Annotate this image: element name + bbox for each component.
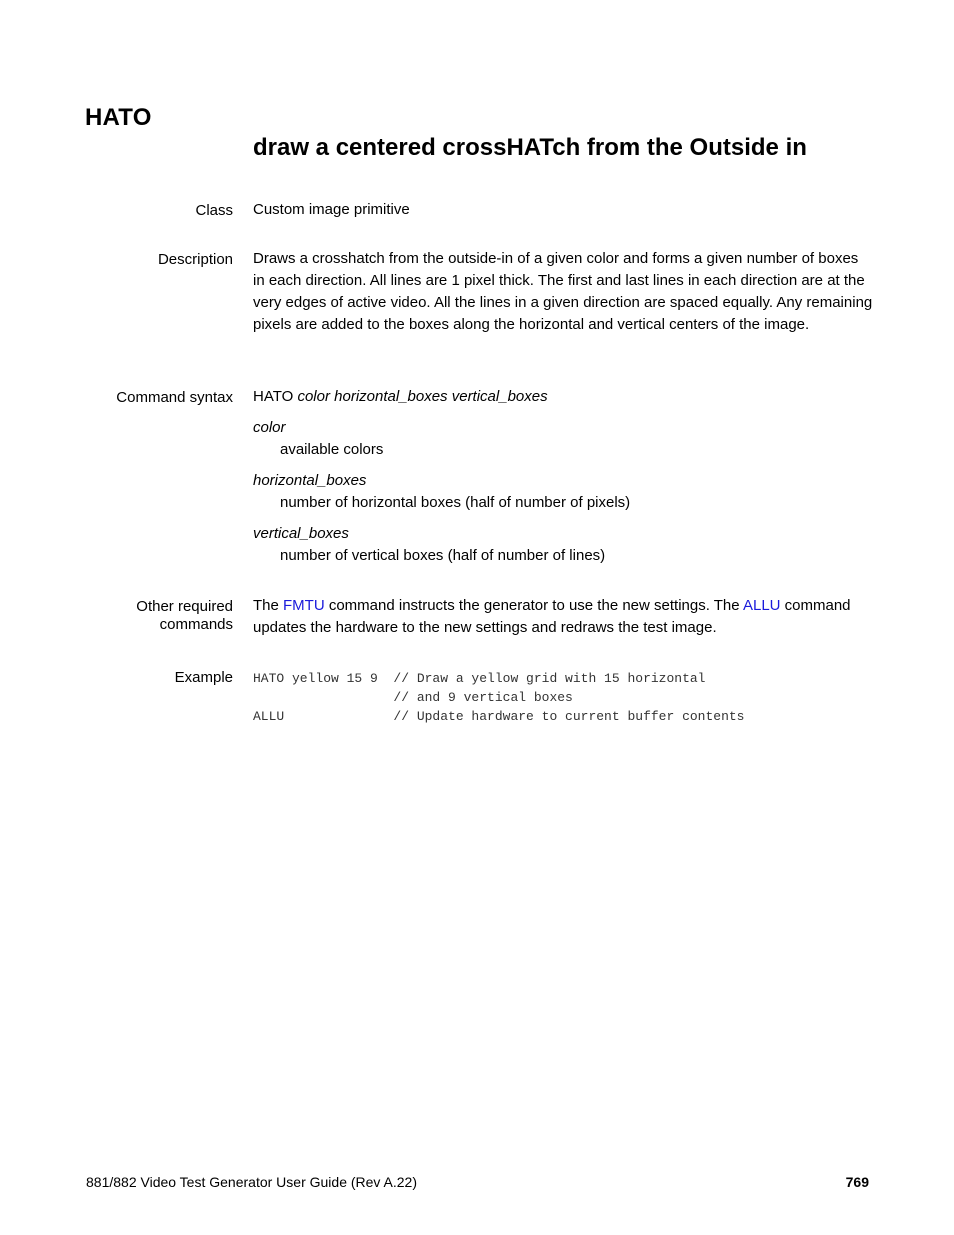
param-desc: number of vertical boxes (half of number of lines) [280, 547, 606, 564]
other-commands-label [33, 598, 233, 634]
description-label: Description [157, 251, 233, 268]
param-name: vertical_boxes [253, 525, 349, 542]
param-desc: number of horizontal boxes (half of number of pixels) [280, 494, 631, 511]
code-line: HATO yellow 15 9 // Draw a yellow grid with 15 horizontal [253, 671, 706, 686]
text-segment: The [253, 597, 284, 614]
command-name: HATO [85, 104, 152, 131]
code-line: // and 9 vertical boxes [253, 690, 573, 705]
class-value: Custom image primitive [253, 201, 410, 218]
example-code [253, 669, 744, 726]
param-name: horizontal_boxes [253, 472, 367, 489]
param-vertical-boxes [253, 523, 873, 567]
class-label: Class [195, 202, 233, 219]
syntax-label: Command syntax [116, 389, 233, 406]
other-commands-text [253, 595, 873, 639]
other-commands-label-line1: Other required [136, 598, 233, 615]
code-line: ALLU // Update hardware to current buffer contents [253, 709, 745, 724]
example-label: Example [174, 669, 233, 686]
page-number: 769 [845, 1174, 869, 1190]
footer-guide-title: 881/882 Video Test Generator User Guide (Rev A.22) [86, 1174, 418, 1190]
allu-link[interactable]: ALLU [742, 597, 781, 614]
other-commands-label-line2: commands [159, 616, 233, 633]
param-desc: available colors [280, 441, 384, 458]
param-color [253, 417, 873, 461]
text-segment: command updates the hardware to the new settings and redraws the test image. [253, 597, 851, 636]
command-title: draw a centered crossHATch from the Outside in [253, 134, 807, 161]
param-horizontal-boxes [253, 470, 873, 514]
fmtu-link[interactable]: FMTU [283, 597, 325, 614]
description-text: Draws a crosshatch from the outside-in of a given color and forms a given number of boxes in each direction. All lines are 1 pixel thick. The first and last lines in each direction are at the very edges of active video. All the lines in a given direction are spaced equally. Any remaining pixels are added to the boxes along the horizontal and vertical centers of the image. [253, 250, 873, 333]
syntax-command: HATO [253, 388, 294, 405]
syntax-line [253, 386, 873, 408]
syntax-block [253, 386, 873, 567]
text-segment: command instructs the generator to use the new settings. The [324, 597, 743, 614]
param-name: color [253, 419, 286, 436]
syntax-args: color horizontal_boxes vertical_boxes [297, 388, 548, 405]
